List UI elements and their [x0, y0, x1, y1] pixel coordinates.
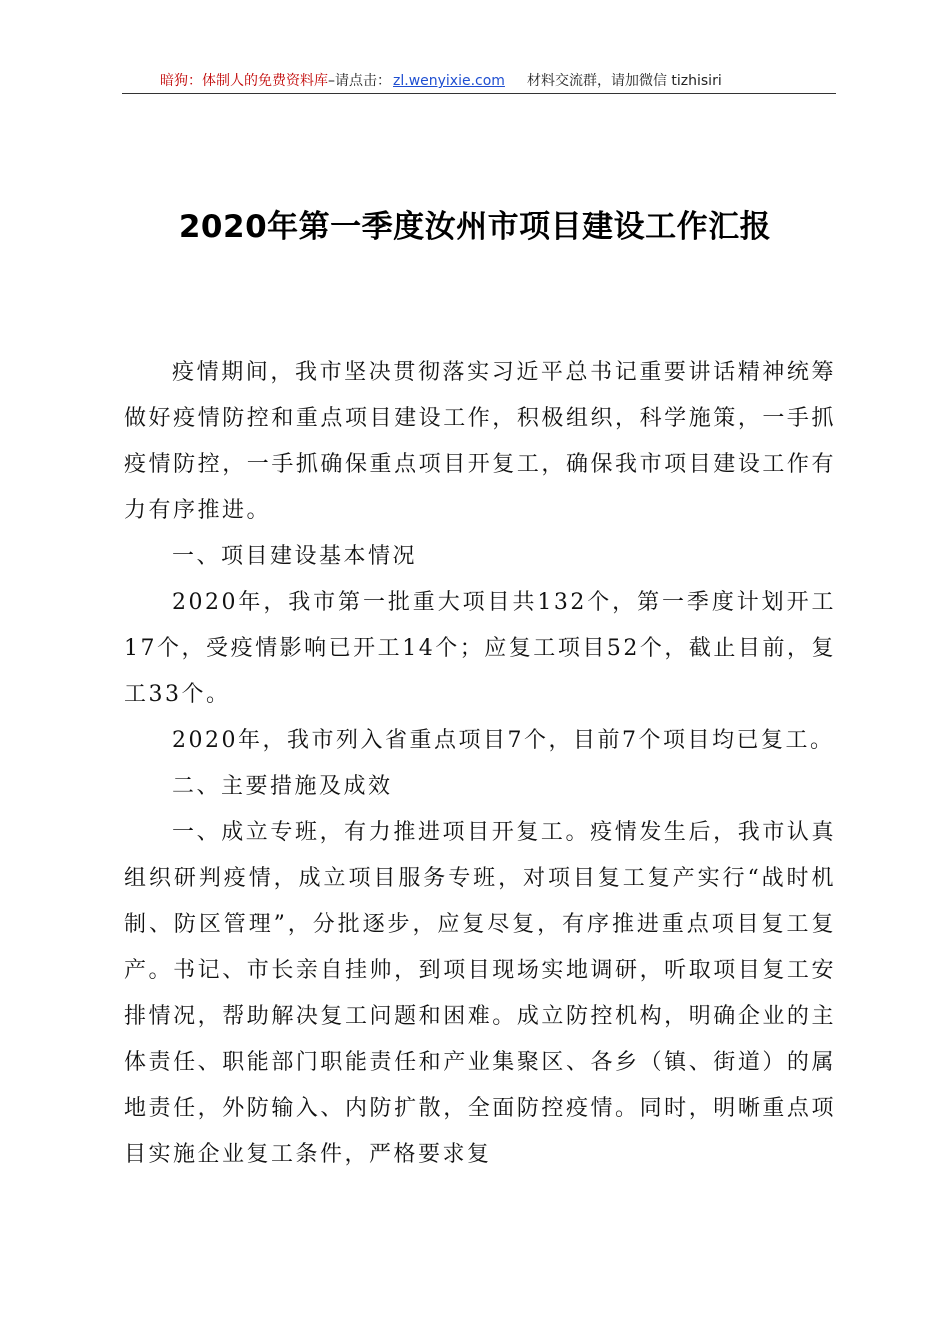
paragraph-key-projects: 2020年，我市第一批重大项目共132个，第一季度计划开工17个，受疫情影响已开工14个；应复工项目52个，截止目前，复工33个。: [124, 590, 836, 707]
header-divider: [122, 93, 836, 94]
page-header: [122, 70, 836, 92]
document-title: 2020年第一季度汝州市项目建设工作汇报: [178, 209, 772, 245]
header-prompt: –请点击：: [328, 73, 391, 89]
header-link[interactable]: zl.wenyixie.com: [393, 73, 505, 89]
document-body: [124, 350, 836, 1178]
header-group-info: 材料交流群，请加微信 tizhisiri: [526, 73, 722, 89]
paragraph-measure-one: 一、成立专班，有力推进项目开复工。疫情发生后，我市认真组织研判疫情，成立项目服务专班，对项目复工复产实行“战时机制、防区管理”，分批逐步，应复尽复，有序推进重点项目复工复产。书记、市长亲自挂帅，到项目现场实地调研，听取项目复工安排情况，帮助解决复工问题和困难。成立防控机构，明确企业的主体责任、职能部门职能责任和产业集聚区、各乡（镇、街道）的属地责任，外防输入、内防扩散，全面防控疫情。同时，明晰重点项目实施企业复工条件，严格要求复: [124, 820, 836, 1167]
section-heading-basic-situation: 一、项目建设基本情况: [172, 544, 418, 569]
section-heading-measures: 二、主要措施及成效: [172, 774, 393, 799]
header-brand: 暗狗：体制人的免费资料库: [160, 73, 328, 89]
paragraph-intro: 疫情期间，我市坚决贯彻落实习近平总书记重要讲话精神统筹做好疫情防控和重点项目建设工作，积极组织，科学施策，一手抓疫情防控，一手抓确保重点项目开复工，确保我市项目建设工作有力有序推进。: [124, 360, 836, 523]
paragraph-provincial-projects: 2020年，我市列入省重点项目7个，目前7个项目均已复工。: [172, 728, 835, 753]
